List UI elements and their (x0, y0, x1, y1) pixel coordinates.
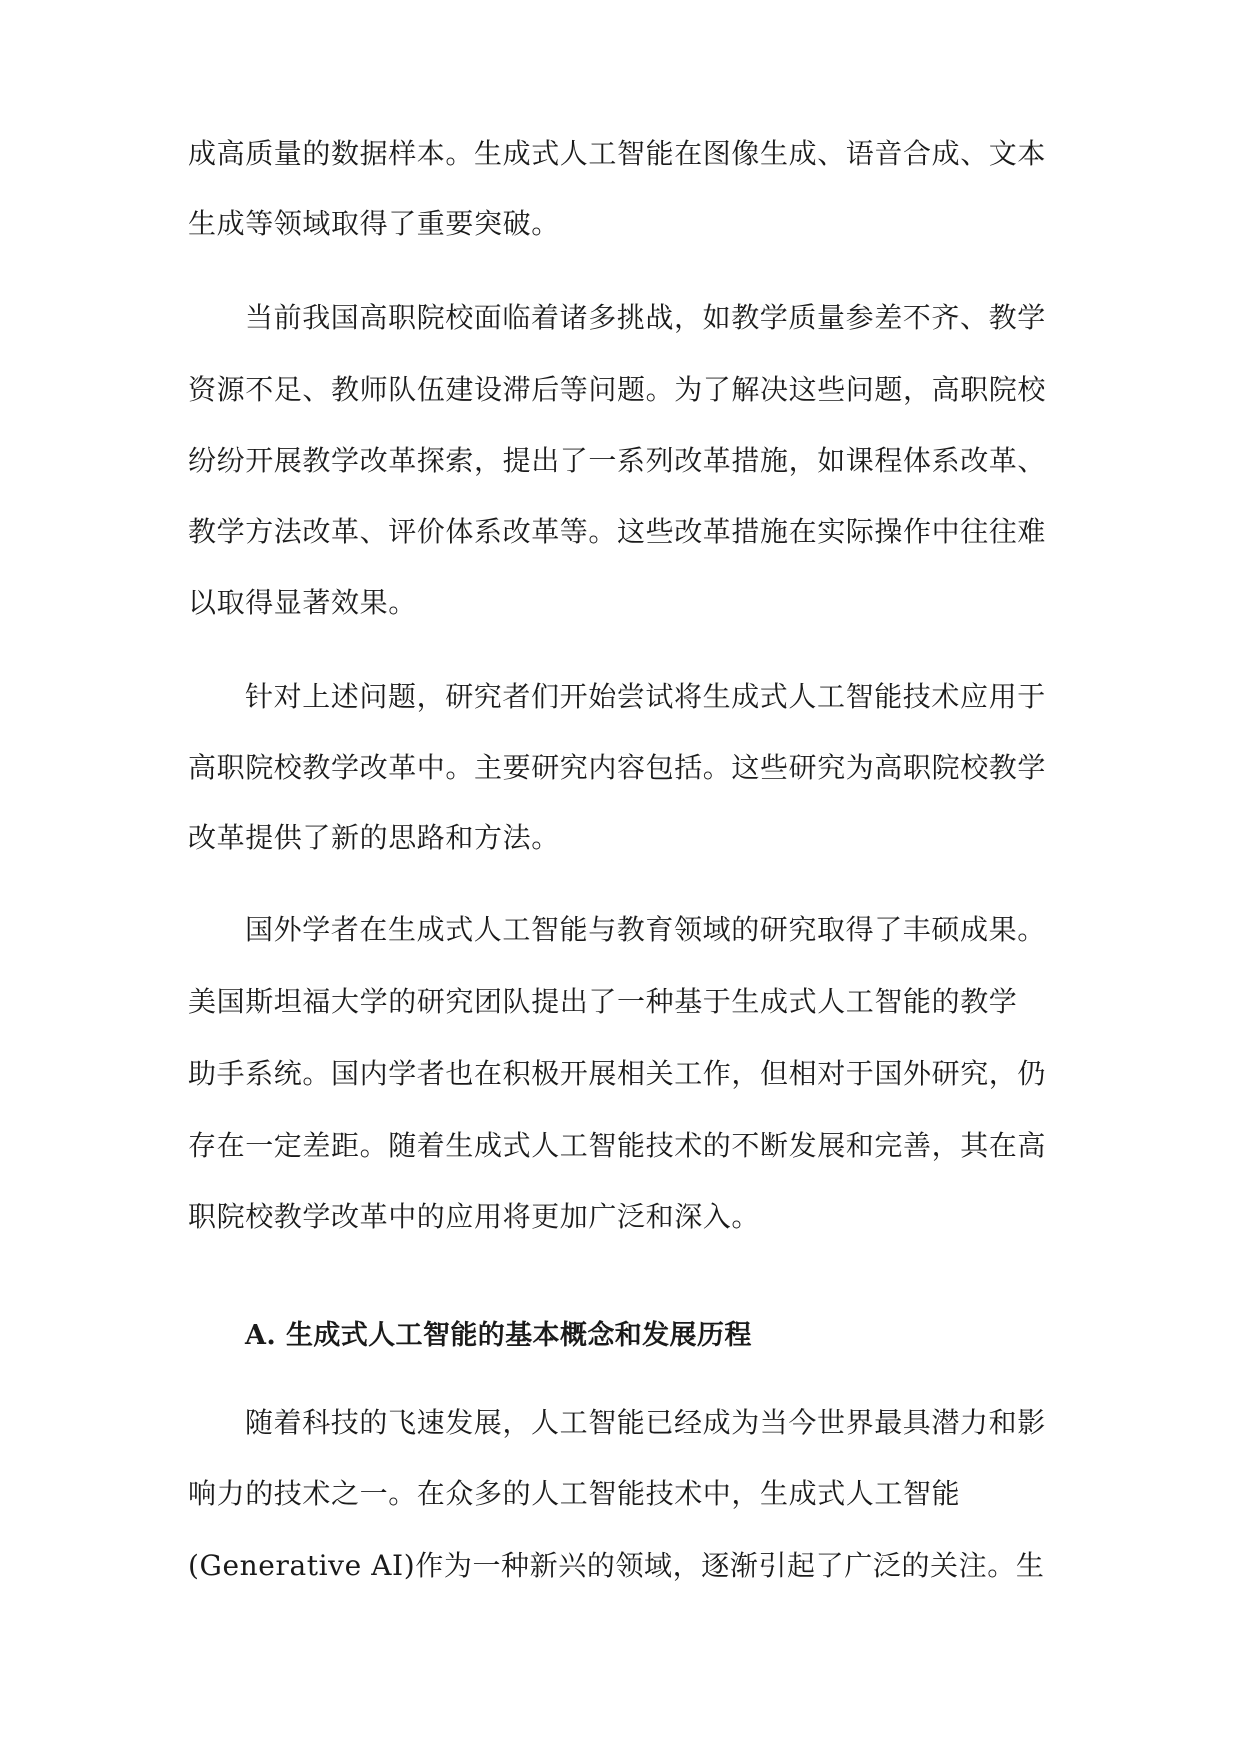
p2-line-3: 纷纷开展教学改革探索，提出了一系列改革措施，如课程体系改革、 (188, 444, 1047, 477)
p3-line-3: 改革提供了新的思路和方法。 (188, 821, 560, 854)
p2-line-1: 当前我国高职院校面临着诸多挑战，如教学质量参差不齐、教学 (245, 301, 1046, 334)
p4-line-4: 存在一定差距。随着生成式人工智能技术的不断发展和完善，其在高 (188, 1129, 1047, 1162)
p1-line-2: 生成等领域取得了重要突破。 (188, 207, 560, 240)
p4-line-5: 职院校教学改革中的应用将更加广泛和深入。 (188, 1200, 761, 1233)
p5-line-1: 随着科技的飞速发展，人工智能已经成为当今世界最具潜力和影 (245, 1406, 1046, 1439)
p1-line-1: 成高质量的数据样本。生成式人工智能在图像生成、语音合成、文本 (188, 137, 1047, 170)
p4-line-1: 国外学者在生成式人工智能与教育领域的研究取得了丰硕成果。 (245, 913, 1046, 946)
p2-line-4: 教学方法改革、评价体系改革等。这些改革措施在实际操作中往往难 (188, 515, 1047, 548)
p4-line-2: 美国斯坦福大学的研究团队提出了一种基于生成式人工智能的教学 (188, 985, 1018, 1018)
p4-line-3: 助手系统。国内学者也在积极开展相关工作，但相对于国外研究，仍 (188, 1057, 1047, 1090)
section-heading: A. 生成式人工智能的基本概念和发展历程 (245, 1320, 752, 1351)
p2-line-5: 以取得显著效果。 (188, 586, 417, 619)
p5-line-3: (Generative AI)作为一种新兴的领域，逐渐引起了广泛的关注。生 (188, 1549, 1045, 1582)
p3-line-2: 高职院校教学改革中。主要研究内容包括。这些研究为高职院校教学 (188, 751, 1047, 784)
p5-line-2: 响力的技术之一。在众多的人工智能技术中，生成式人工智能 (188, 1477, 961, 1510)
p2-line-2: 资源不足、教师队伍建设滞后等问题。为了解决这些问题，高职院校 (188, 373, 1047, 406)
p3-line-1: 针对上述问题，研究者们开始尝试将生成式人工智能技术应用于 (245, 680, 1046, 713)
